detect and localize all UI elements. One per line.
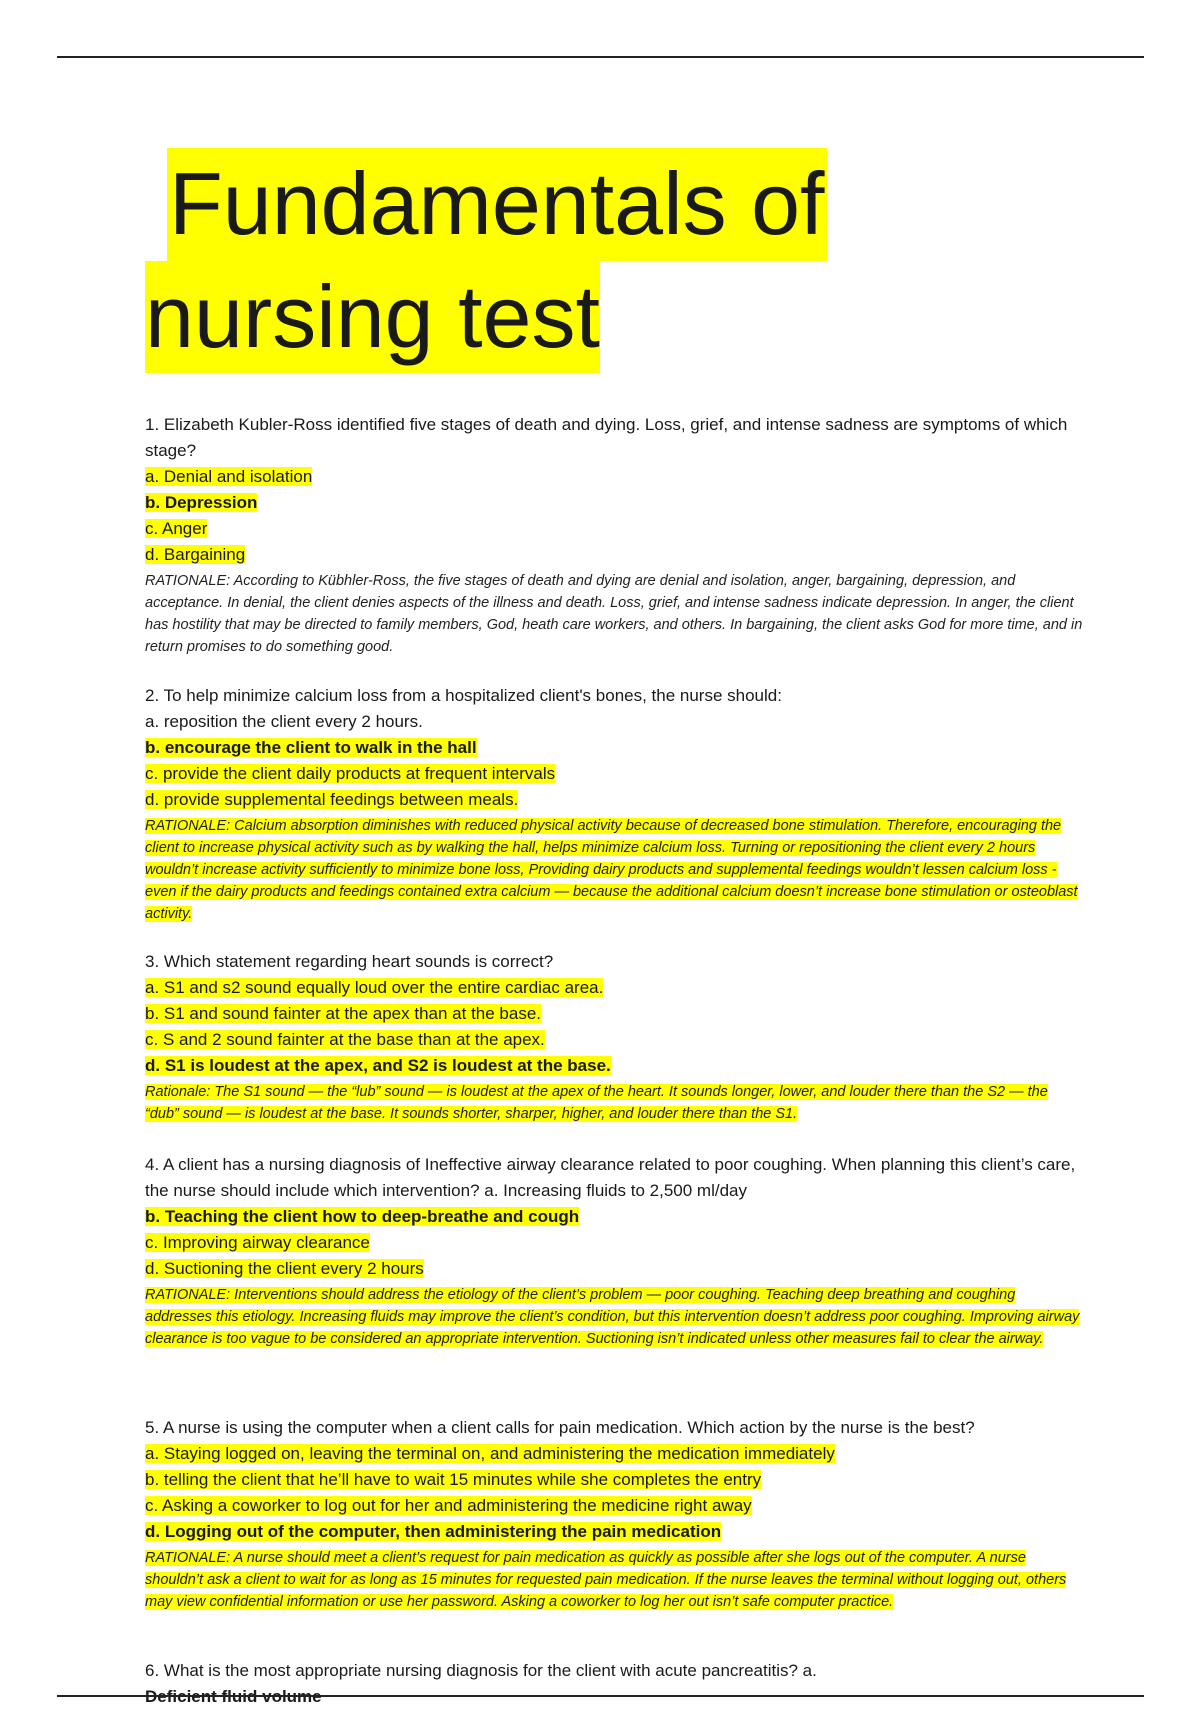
question-stem: 4. A client has a nursing diagnosis of Ineffective airway clearance related to poor coughing. When planning this client’s care, the nurse should include which intervention? a. Increasing fluids to 2,500 ml/day — [145, 1155, 1076, 1200]
question-stem: 6. What is the most appropriate nursing diagnosis for the client with acute pancreatitis? a. — [145, 1661, 817, 1680]
question-4 — [145, 1152, 1085, 1350]
question-stem: 3. Which statement regarding heart sounds is correct? — [145, 952, 554, 971]
top-rule — [57, 56, 1144, 58]
question-6 — [145, 1658, 1085, 1710]
question-stem: 5. A nurse is using the computer when a client calls for pain medication. Which action by the nurse is the best? — [145, 1418, 975, 1437]
rationale: RATIONALE: Interventions should address the etiology of the client’s problem — poor coughing. Teaching deep breathing and coughing addresses this etiology. Increasing fluids may improve the client’s condition, but this intervention doesn’t address poor coughing. Improving airway clearance is too vague to be considered an appropriate intervention. Suctioning isn’t indicated unless other measures fail to clear the airway. — [145, 1287, 1080, 1347]
option-b-correct: b. encourage the client to walk in the hall — [145, 738, 477, 757]
rationale: RATIONALE: A nurse should meet a client’s request for pain medication as quickly as possible after she logs out of the computer. A nurse shouldn’t ask a client to wait for as long as 15 minutes for requested pain medication. If the nurse leaves the terminal without logging out, others may view confidential information or use her password. Asking a coworker to log her out isn’t safe computer practice. — [145, 1550, 1067, 1610]
option-d: d. Bargaining — [145, 545, 246, 564]
question-2 — [145, 683, 1085, 925]
option-c: c. Anger — [145, 519, 208, 538]
rationale: RATIONALE: According to Kübhler-Ross, the five stages of death and dying are denial and isolation, anger, bargaining, depression, and acceptance. In denial, the client denies aspects of the illness and death. Loss, grief, and intense sadness indicate depression. In anger, the client has hostility that may be directed to family members, God, heath care workers, and others. In bargaining, the client asks God for more time, and in return promises to do something good. — [145, 573, 1083, 655]
option-c: c. S and 2 sound fainter at the base than at the apex. — [145, 1030, 545, 1049]
option-b-correct: b. Teaching the client how to deep-breathe and cough — [145, 1207, 580, 1226]
option-c: c. Asking a coworker to log out for her and administering the medicine right away — [145, 1496, 752, 1515]
option-b: b. S1 and sound fainter at the apex than at the base. — [145, 1004, 542, 1023]
question-5 — [145, 1415, 1085, 1613]
option-d: d. provide supplemental feedings between meals. — [145, 790, 519, 809]
option-a: a. Staying logged on, leaving the terminal on, and administering the medication immediately — [145, 1444, 835, 1463]
question-stem: 1. Elizabeth Kubler-Ross identified five stages of death and dying. Loss, grief, and intense sadness are symptoms of which stage? — [145, 415, 1068, 460]
rationale: Rationale: The S1 sound — the “lub” sound — is loudest at the apex of the heart. It sounds longer, lower, and louder there than the S2 — the “dub” sound — is loudest at the base. It sounds shorter, sharper, higher, and louder there than the S1. — [145, 1084, 1048, 1122]
option-a: a. reposition the client every 2 hours. — [145, 712, 423, 731]
option-c: c. Improving airway clearance — [145, 1233, 370, 1252]
question-3 — [145, 949, 1085, 1125]
option-b: b. telling the client that he’ll have to wait 15 minutes while she completes the entry — [145, 1470, 762, 1489]
rationale: RATIONALE: Calcium absorption diminishes with reduced physical activity because of decreased bone stimulation. Therefore, encouraging the client to increase physical activity such as by walking the hall, helps minimize calcium loss. Turning or repositioning the client every 2 hours wouldn’t increase activity sufficiently to minimize bone loss, Providing dairy products and supplemental feedings wouldn’t lessen calcium loss - even if the dairy products and feedings contained extra calcium — because the additional calcium doesn’t increase bone stimulation or osteoblast activity. — [145, 818, 1078, 922]
title-line-2: nursing test — [145, 261, 600, 374]
option-b-correct: b. Depression — [145, 493, 258, 512]
option-a: a. Denial and isolation — [145, 467, 313, 486]
option-c: c. provide the client daily products at frequent intervals — [145, 764, 556, 783]
option-a: a. S1 and s2 sound equally loud over the entire cardiac area. — [145, 978, 604, 997]
option-a-cutoff — [145, 1684, 1085, 1710]
option-d-correct: d. Logging out of the computer, then administering the pain medication — [145, 1522, 722, 1541]
question-stem: 2. To help minimize calcium loss from a hospitalized client's bones, the nurse should: — [145, 686, 782, 705]
page-title — [145, 148, 827, 373]
option-d: d. Suctioning the client every 2 hours — [145, 1259, 424, 1278]
bottom-rule — [57, 1695, 1144, 1697]
title-line-1: Fundamentals of — [167, 148, 827, 261]
option-d-correct: d. S1 is loudest at the apex, and S2 is loudest at the base. — [145, 1056, 611, 1075]
question-1 — [145, 412, 1085, 658]
